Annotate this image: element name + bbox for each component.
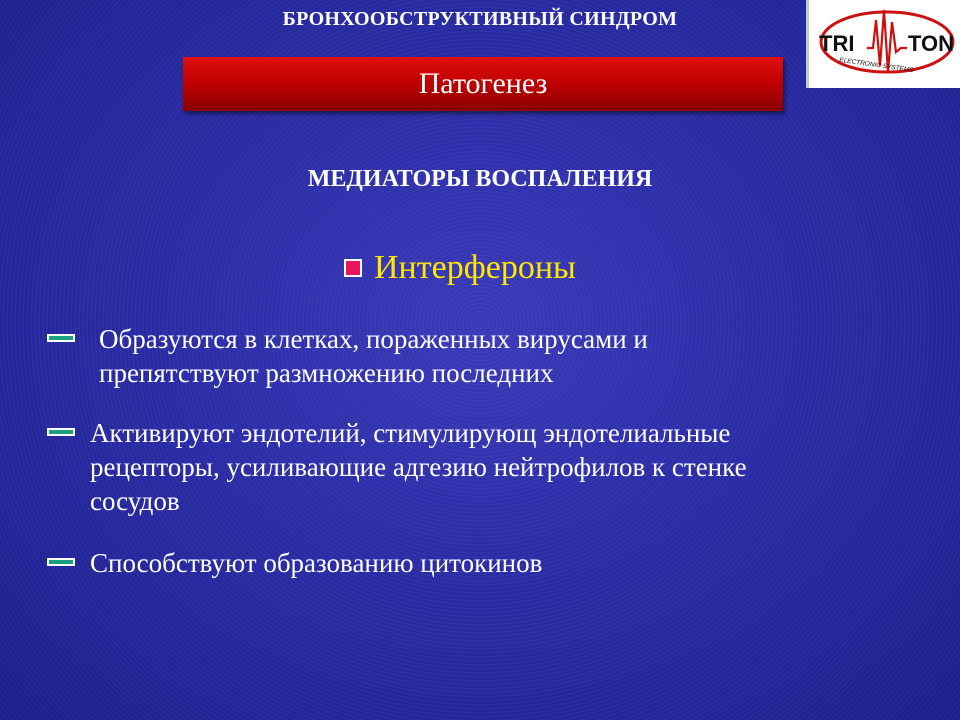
bullet-text — [90, 416, 930, 518]
logo-graphic — [809, 0, 960, 88]
slide-header: БРОНХООБСТРУКТИВНЫЙ СИНДРОМ — [282, 8, 678, 30]
banner-title: Патогенез — [418, 67, 548, 100]
subheading-text: Интерфероны — [374, 249, 576, 286]
title-banner — [183, 57, 783, 111]
bullet-line: рецепторы, усиливающие адгезию нейтрофилов к стенке — [90, 452, 747, 482]
bullet-line: Способствуют образованию цитокинов — [90, 548, 543, 578]
bullet-line: Активируют эндотелий, стимулирующ эндотелиальные — [90, 418, 731, 448]
bullet-item-2 — [47, 418, 747, 516]
bullet-line: сосудов — [90, 486, 180, 516]
section-title: МЕДИАТОРЫ ВОСПАЛЕНИЯ — [307, 166, 653, 192]
triton-logo — [806, 0, 960, 88]
logo-tagline: ELECTRONIC SYSTEMS — [838, 56, 914, 75]
bullet-item-1 — [47, 324, 648, 388]
dash-bullet-icon — [47, 428, 75, 436]
bullet-item-3 — [47, 548, 543, 578]
dash-bullet-icon — [47, 334, 75, 342]
logo-text-left: TRI — [819, 31, 855, 56]
logo-text-right: TON — [908, 31, 955, 56]
dash-bullet-icon — [47, 558, 75, 566]
square-bullet-icon — [344, 259, 362, 277]
bullet-line: Образуются в клетках, пораженных вирусами и — [99, 324, 648, 354]
subheading — [344, 246, 576, 290]
bullet-line: препятствуют размножению последних — [99, 358, 554, 388]
bullet-text — [90, 546, 930, 580]
bullet-text — [99, 322, 859, 390]
